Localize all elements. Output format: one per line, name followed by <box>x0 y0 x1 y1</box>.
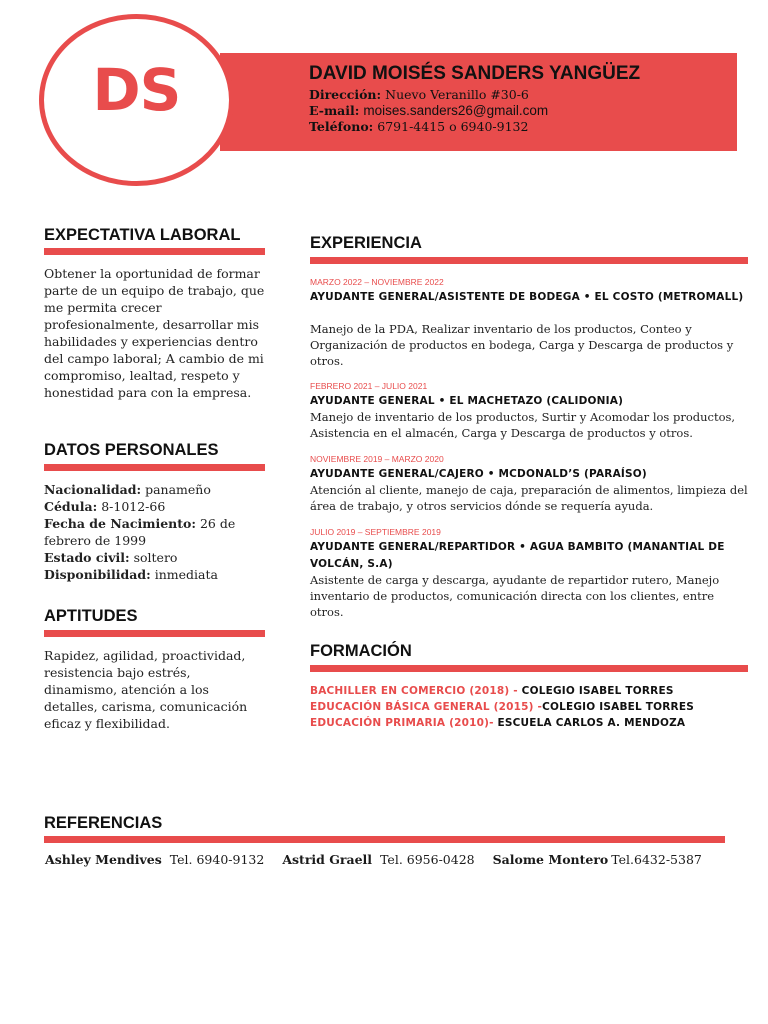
reference-item: Ashley Mendives Tel. 6940-9132 <box>45 852 265 867</box>
job-date: FEBRERO 2021 – JULIO 2021 <box>310 381 428 391</box>
section-title-aptitudes: APTITUDES <box>44 607 138 625</box>
section-title-referencias: REFERENCIAS <box>44 814 163 832</box>
datos-fecha-nacimiento: Fecha de Nacimiento: 26 de febrero de 1999 <box>44 516 236 548</box>
aptitudes-text: Rapidez, agilidad, proactividad, resistencia bajo estrés, dinamismo, atención a los detalles, carisma, comunicación eficaz y flexibilidad. <box>44 648 248 731</box>
education-item: EDUCACIÓN PRIMARIA (2010)- ESCUELA CARLOS A. MENDOZA <box>310 717 686 729</box>
reference-item: Astrid Graell Tel. 6956-0428 <box>282 852 475 867</box>
job-title: AYUDANTE GENERAL/REPARTIDOR • AGUA BAMBITO (MANANTIAL DE VOLCÁN, S.A) <box>310 541 725 570</box>
job-description: Manejo de inventario de los productos, Surtir y Acomodar los productos, Asistencia en el almacén, Carga y Descarga de productos y otros. <box>310 410 736 440</box>
contact-phone: Teléfono: 6791-4415 o 6940-9132 <box>309 119 529 134</box>
reference-item: Salome Montero Tel.6432-5387 <box>492 852 702 867</box>
contact-email: E-mail: moises.sanders26@gmail.com <box>309 103 549 118</box>
datos-disponibilidad: Disponibilidad: inmediata <box>44 567 218 582</box>
section-divider <box>44 630 265 637</box>
section-divider <box>44 464 265 471</box>
job-date: JULIO 2019 – SEPTIEMBRE 2019 <box>310 527 441 537</box>
datos-nacionalidad: Nacionalidad: panameño <box>44 482 211 497</box>
contact-info <box>309 87 548 135</box>
section-divider <box>310 257 748 264</box>
education-item: BACHILLER EN COMERCIO (2018) - COLEGIO ISABEL TORRES <box>310 685 674 697</box>
section-title-datos: DATOS PERSONALES <box>44 441 219 459</box>
section-title-expectativa: EXPECTATIVA LABORAL <box>44 226 241 244</box>
section-title-formacion: FORMACIÓN <box>310 642 412 660</box>
job-title: AYUDANTE GENERAL/ASISTENTE DE BODEGA • EL COSTO (METROMALL) <box>310 291 744 303</box>
job-date: NOVIEMBRE 2019 – MARZO 2020 <box>310 454 444 464</box>
contact-address: Dirección: Nuevo Veranillo #30-6 <box>309 87 529 102</box>
job-title: AYUDANTE GENERAL/CAJERO • MCDONALD’S (PARAÍSO) <box>310 468 647 480</box>
datos-list <box>44 481 269 583</box>
job-title: AYUDANTE GENERAL • EL MACHETAZO (CALIDONIA) <box>310 395 624 407</box>
datos-cedula: Cédula: 8-1012-66 <box>44 499 166 514</box>
references-list <box>45 852 702 867</box>
job-date: MARZO 2022 – NOVIEMBRE 2022 <box>310 277 444 287</box>
job-description: Manejo de la PDA, Realizar inventario de los productos, Conteo y Organización de productos en bodega, Carga y Descarga de productos y otros. <box>310 322 734 368</box>
candidate-name: DAVID MOISÉS SANDERS YANGÜEZ <box>309 63 641 84</box>
section-title-experiencia: EXPERIENCIA <box>310 234 422 252</box>
section-divider <box>44 836 725 843</box>
job-description: Asistente de carga y descarga, ayudante de repartidor rutero, Manejo inventario de productos, comunicación directa con los clientes, entre otros. <box>310 573 720 619</box>
expectativa-text: Obtener la oportunidad de formar parte de un equipo de trabajo, que me permita crecer profesionalmente, desarrollar mis habilidades y experiencias dentro del campo laboral; A cambio de mi compromiso, lealtad, respeto y honestidad para con la empresa. <box>44 266 265 400</box>
monogram-initials: DS <box>92 56 181 124</box>
job-description: Atención al cliente, manejo de caja, preparación de alimentos, limpieza del área de trabajo, y otros servicios dónde se requería ayuda. <box>310 483 748 513</box>
section-divider <box>310 665 748 672</box>
datos-estado-civil: Estado civil: soltero <box>44 550 178 565</box>
education-item: EDUCACIÓN BÁSICA GENERAL (2015) -COLEGIO ISABEL TORRES <box>310 701 694 713</box>
section-divider <box>44 248 265 255</box>
